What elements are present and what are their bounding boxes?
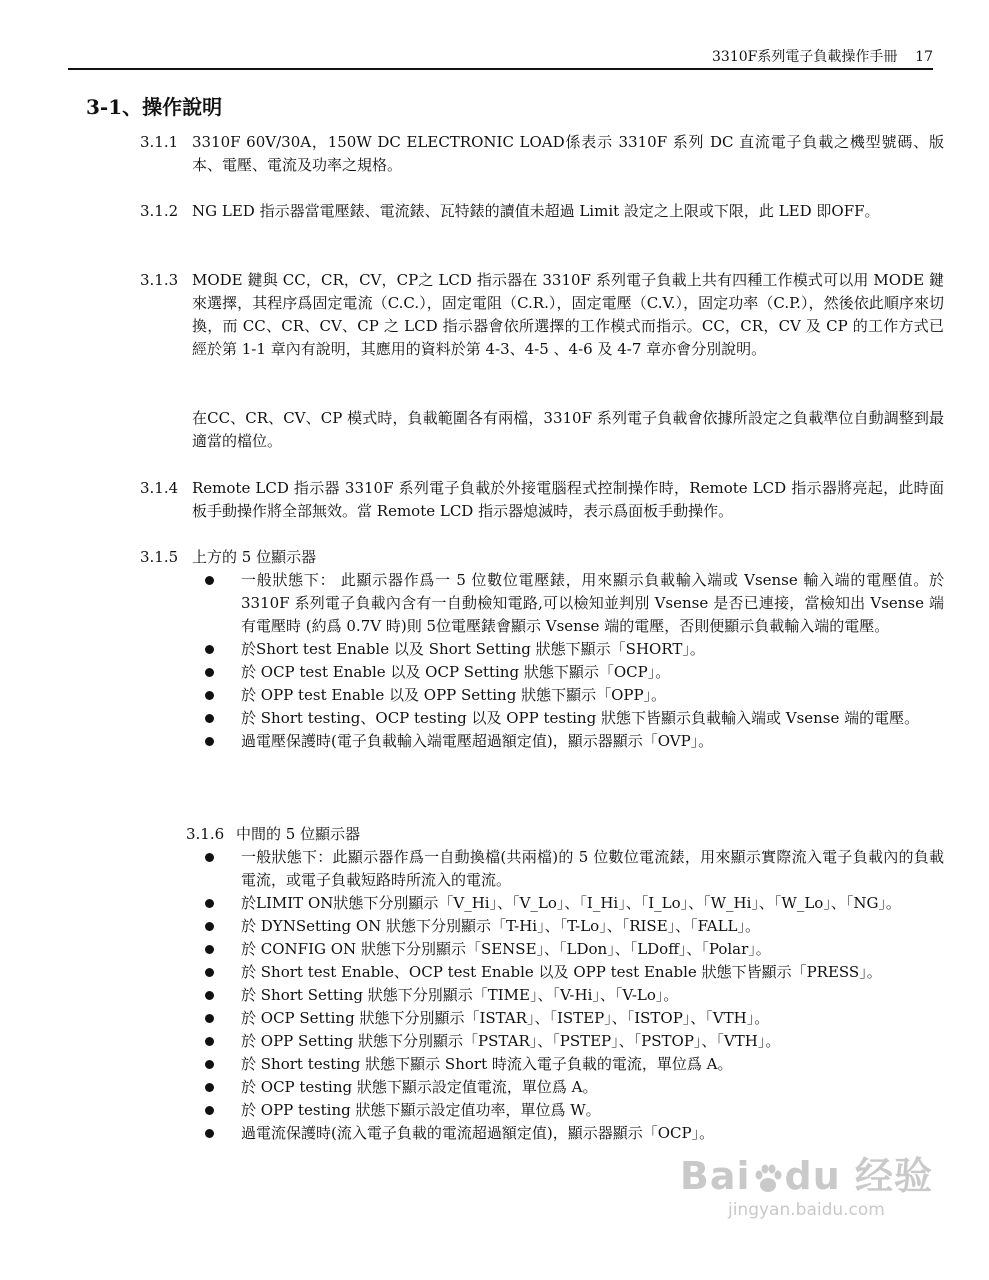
bullet-icon — [205, 576, 214, 585]
bullet-icon — [205, 922, 214, 931]
bullet-icon — [205, 853, 214, 862]
paragraph-3-1-3 — [140, 269, 944, 361]
watermark-brand: Bai du 经验 — [679, 1154, 933, 1198]
list-item: 於Short test Enable 以及 Short Setting 狀態下顯示「SHORT」。 — [200, 638, 944, 661]
watermark-url: jingyan.baidu.com — [727, 1200, 885, 1220]
list-item: 一般狀態下：此顯示器作爲一自動換檔(共兩檔)的 5 位數位電流錶，用來顯示實際流入電子負載內的負載電流，或電子負載短路時所流入的電流。 — [200, 846, 944, 892]
list-item: 於 OPP test Enable 以及 OPP Setting 狀態下顯示「OPP」。 — [200, 684, 944, 707]
subsection-3-1-5-heading — [140, 546, 316, 569]
paragraph-3-1-4 — [140, 477, 944, 523]
paw-icon — [751, 1162, 785, 1196]
paragraph-number: 3.1.4 — [140, 479, 179, 497]
header-rule — [68, 68, 933, 70]
subsection-title: 上方的 5 位顯示器 — [192, 548, 317, 566]
bullet-icon — [205, 1060, 214, 1069]
list-item: 於 CONFIG ON 狀態下分別顯示「SENSE」、「LDon」、「LDoff」、「Polar」。 — [200, 938, 944, 961]
list-item: 於 DYNSetting ON 狀態下分別顯示「T-Hi」、「T-Lo」、「RISE」、「FALL」。 — [200, 915, 944, 938]
subsection-number: 3.1.6 — [186, 825, 225, 843]
list-item: 於 OPP Setting 狀態下分別顯示「PSTAR」、「PSTEP」、「PSTOP」、「VTH」。 — [200, 1030, 944, 1053]
bullet-icon — [205, 1083, 214, 1092]
paragraph-3-1-1 — [140, 131, 944, 177]
bullet-icon — [205, 1014, 214, 1023]
list-item: 一般狀態下： 此顯示器作爲一 5 位數位電壓錶，用來顯示負載輸入端或 Vsense 輸入端的電壓值。於 3310F 系列電子負載內含有一自動檢知電路,可以檢知並判別 Vsense 是否已連接，當檢知出 Vsense 端有電壓時 (約爲 0.7V 時)則 5位電壓錶會顯示 Vsense 端的電壓，否則便顯示負載輸入端的電壓。 — [200, 569, 944, 638]
watermark — [680, 1145, 933, 1220]
bullet-icon — [205, 1037, 214, 1046]
list-item: 於 OCP testing 狀態下顯示設定值電流，單位爲 A。 — [200, 1076, 944, 1099]
subsection-number: 3.1.5 — [140, 548, 179, 566]
list-item: 於LIMIT ON狀態下分別顯示「V_Hi」、「V_Lo」、「I_Hi」、「I_Lo」、「W_Hi」、「W_Lo」、「NG」。 — [200, 892, 944, 915]
list-item: 於 OPP testing 狀態下顯示設定值功率，單位爲 W。 — [200, 1099, 944, 1122]
bullet-icon — [205, 945, 214, 954]
page-number: 17 — [915, 49, 933, 65]
bullet-icon — [205, 668, 214, 677]
subsection-3-1-6-heading — [186, 823, 360, 846]
list-item: 過電流保護時(流入電子負載的電流超過額定值)，顯示器顯示「OCP」。 — [200, 1122, 944, 1145]
bullet-icon — [205, 1129, 214, 1138]
header-title: 3310F系列電子負載操作手冊 — [712, 49, 898, 65]
paragraph-text: Remote LCD 指示器 3310F 系列電子負載於外接電腦程式控制操作時，Remote LCD 指示器將亮起，此時面板手動操作將全部無效。當 Remote LCD 指示器熄滅時，表示爲面板手動操作。 — [192, 479, 944, 520]
bullet-icon — [205, 691, 214, 700]
subsection-title: 中間的 5 位顯示器 — [236, 825, 361, 843]
bullet-list-3-1-6 — [200, 846, 944, 1145]
paragraph-3-1-3-continued — [140, 407, 944, 453]
paragraph-text: 3310F 60V/30A，150W DC ELECTRONIC LOAD係表示 3310F 系列 DC 直流電子負載之機型號碼、版本、電壓、電流及功率之規格。 — [192, 133, 944, 174]
bullet-list-3-1-5 — [200, 569, 944, 753]
page-header — [712, 46, 933, 66]
bullet-icon — [205, 968, 214, 977]
list-item: 於 Short testing 狀態下顯示 Short 時流入電子負載的電流，單位爲 A。 — [200, 1053, 944, 1076]
section-title: 3-1、操作說明 — [86, 95, 223, 119]
list-item: 於 OCP test Enable 以及 OCP Setting 狀態下顯示「OCP」。 — [200, 661, 944, 684]
list-item: 於 Short test Enable、OCP test Enable 以及 OPP test Enable 狀態下皆顯示「PRESS」。 — [200, 961, 944, 984]
list-item: 於 Short Setting 狀態下分別顯示「TIME」、「V-Hi」、「V-Lo」。 — [200, 984, 944, 1007]
bullet-icon — [205, 899, 214, 908]
paragraph-3-1-2 — [140, 200, 944, 223]
list-item: 過電壓保護時(電子負載輸入端電壓超過額定值)，顯示器顯示「OVP」。 — [200, 730, 944, 753]
paragraph-number: 3.1.2 — [140, 202, 179, 220]
paragraph-text: MODE 鍵與 CC，CR，CV，CP之 LCD 指示器在 3310F 系列電子負載上共有四種工作模式可以用 MODE 鍵來選擇，其程序爲固定電流（C.C.），固定電阻（C.R.），固定電壓（C.V.），固定功率（C.P.），然後依此順序來切換，而 CC、CR、CV、CP 之 LCD 指示器會依所選擇的工作模式而指示。CC，CR，CV 及 CP 的工作方式已經於第 1-1 章內有說明，其應用的資料於第 4-3、4-5 、4-6 及 4-7 章亦會分別說明。 — [192, 271, 944, 358]
bullet-icon — [205, 991, 214, 1000]
paragraph-text: 在CC、CR、CV、CP 模式時，負載範圍各有兩檔，3310F 系列電子負載會依據所設定之負載準位自動調整到最適當的檔位。 — [192, 409, 944, 450]
bullet-icon — [205, 737, 214, 746]
list-item: 於 OCP Setting 狀態下分別顯示「ISTAR」、「ISTEP」、「ISTOP」、「VTH」。 — [200, 1007, 944, 1030]
paragraph-number: 3.1.3 — [140, 271, 179, 289]
paragraph-text: NG LED 指示器當電壓錶、電流錶、瓦特錶的讀值未超過 Limit 設定之上限或下限，此 LED 即OFF。 — [192, 202, 880, 220]
bullet-icon — [205, 1106, 214, 1115]
bullet-icon — [205, 645, 214, 654]
paragraph-number: 3.1.1 — [140, 133, 179, 151]
bullet-icon — [205, 714, 214, 723]
list-item: 於 Short testing、OCP testing 以及 OPP testing 狀態下皆顯示負載輸入端或 Vsense 端的電壓。 — [200, 707, 944, 730]
